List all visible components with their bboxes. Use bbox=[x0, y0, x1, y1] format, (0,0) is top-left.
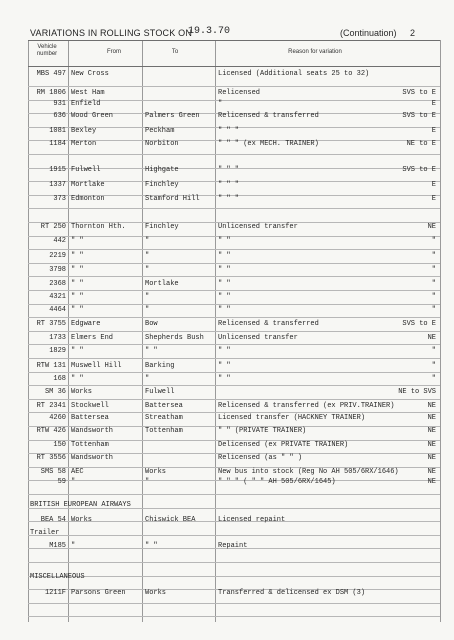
reason-text: Relicensed (as " " ) bbox=[218, 454, 303, 462]
vehicle-number: MBS 497 bbox=[36, 70, 66, 78]
vehicle-number: RT 250 bbox=[40, 223, 66, 231]
row-rule bbox=[28, 249, 440, 250]
to-garage: Tottenham bbox=[145, 427, 183, 435]
from-garage: Parsons Green bbox=[71, 589, 126, 597]
from-garage: Wandsworth bbox=[71, 454, 114, 462]
reason-text: " " " ( " " AH 505/6RX/1645) bbox=[218, 478, 336, 486]
to-garage: " bbox=[145, 478, 150, 486]
destination-code: NE bbox=[427, 427, 436, 435]
column-rule bbox=[440, 40, 441, 622]
destination-code: " bbox=[431, 347, 436, 355]
vehicle-number: 2219 bbox=[49, 252, 66, 260]
from-garage: AEC bbox=[71, 468, 84, 476]
from-garage: Stockwell bbox=[71, 402, 109, 410]
document-title: VARIATIONS IN ROLLING STOCK ON bbox=[30, 28, 193, 38]
reason-text: " " bbox=[218, 375, 231, 383]
reason-text: Licensed repaint bbox=[218, 516, 286, 524]
vehicle-number: 1733 bbox=[49, 334, 66, 342]
reason-text: " " bbox=[218, 280, 231, 288]
to-garage: Mortlake bbox=[145, 280, 179, 288]
to-garage: Streatham bbox=[145, 414, 183, 422]
destination-code: " bbox=[431, 362, 436, 370]
vehicle-number: RTW 131 bbox=[36, 362, 66, 370]
from-garage: Edgware bbox=[71, 320, 101, 328]
from-garage: Wood Green bbox=[71, 112, 114, 120]
to-garage: " " bbox=[145, 347, 158, 355]
destination-code: SVS to E bbox=[402, 166, 436, 174]
row-rule bbox=[28, 562, 440, 563]
to-garage: " " bbox=[145, 542, 158, 550]
from-garage: " " bbox=[71, 306, 84, 314]
column-header-to: To bbox=[171, 49, 179, 55]
destination-code: NE bbox=[427, 334, 436, 342]
to-garage: " bbox=[145, 266, 150, 274]
destination-code: NE bbox=[427, 441, 436, 449]
destination-code: " bbox=[431, 252, 436, 260]
from-garage: " " bbox=[71, 347, 84, 355]
reason-text: " " bbox=[218, 252, 231, 260]
from-garage: Works bbox=[71, 516, 93, 524]
row-rule bbox=[28, 331, 440, 332]
column-header-from: From bbox=[107, 49, 121, 55]
row-rule bbox=[28, 576, 440, 577]
from-garage: Elmers End bbox=[71, 334, 114, 342]
column-header-vehicle: Vehicle number bbox=[36, 44, 58, 57]
reason-text: " " " bbox=[218, 166, 240, 174]
from-garage: Thornton Hth. bbox=[71, 223, 126, 231]
destination-code: NE bbox=[427, 223, 436, 231]
destination-code: " bbox=[431, 375, 436, 383]
vehicle-number: 3798 bbox=[49, 266, 66, 274]
row-rule bbox=[28, 86, 440, 87]
to-garage: Peckham bbox=[145, 127, 175, 135]
reason-text: Transferred & delicensed ex DSM (3) bbox=[218, 589, 366, 597]
document-date: 19.3.70 bbox=[188, 26, 231, 37]
from-garage: " bbox=[71, 542, 76, 550]
row-rule bbox=[28, 208, 440, 209]
from-garage: Works bbox=[71, 388, 93, 396]
vehicle-number: 1211F bbox=[44, 589, 66, 597]
reason-text: " " (PRIVATE TRAINER) bbox=[218, 427, 307, 435]
to-garage: Works bbox=[145, 589, 167, 597]
reason-text: " " bbox=[218, 237, 231, 245]
vehicle-number: RT 3556 bbox=[36, 454, 66, 462]
section-heading: BRITISH EUROPEAN AIRWAYS bbox=[30, 501, 131, 509]
destination-code: NE to SVS bbox=[398, 388, 436, 396]
vehicle-number: RTW 426 bbox=[36, 427, 66, 435]
from-garage: " " bbox=[71, 252, 84, 260]
destination-code: E bbox=[431, 100, 436, 108]
header-rule bbox=[28, 40, 440, 41]
reason-text: Relicensed & transferred bbox=[218, 320, 319, 328]
reason-text: " " bbox=[218, 306, 231, 314]
vehicle-number: RM 1806 bbox=[36, 89, 66, 97]
vehicle-number: 1184 bbox=[49, 140, 66, 148]
vehicle-number: SM 36 bbox=[44, 388, 66, 396]
from-garage: " " bbox=[71, 280, 84, 288]
to-garage: Finchley bbox=[145, 223, 179, 231]
vehicle-number: 373 bbox=[53, 195, 66, 203]
to-garage: Palmers Green bbox=[145, 112, 200, 120]
row-rule bbox=[28, 385, 440, 386]
row-rule bbox=[28, 616, 440, 617]
from-garage: West Ham bbox=[71, 89, 105, 97]
destination-code: " bbox=[431, 306, 436, 314]
reason-text: Relicensed & transferred (ex PRIV.TRAINER) bbox=[218, 402, 395, 410]
destination-code: " bbox=[431, 280, 436, 288]
from-garage: Wandsworth bbox=[71, 427, 114, 435]
destination-code: NE bbox=[427, 454, 436, 462]
to-garage: Barking bbox=[145, 362, 175, 370]
to-garage: Highgate bbox=[145, 166, 179, 174]
vehicle-number: 1829 bbox=[49, 347, 66, 355]
row-rule bbox=[28, 263, 440, 264]
reason-text: Licensed transfer (HACKNEY TRAINER) bbox=[218, 414, 366, 422]
row-rule bbox=[28, 535, 440, 536]
vehicle-number: 442 bbox=[53, 237, 66, 245]
reason-text: " " " bbox=[218, 127, 240, 135]
destination-code: NE bbox=[427, 414, 436, 422]
vehicle-number: 1915 bbox=[49, 166, 66, 174]
reason-text: Unlicensed transfer bbox=[218, 334, 298, 342]
from-garage: Battersea bbox=[71, 414, 109, 422]
reason-text: " " " bbox=[218, 195, 240, 203]
row-rule bbox=[28, 304, 440, 305]
from-garage: Muswell Hill bbox=[71, 362, 122, 370]
section-heading: MISCELLANEOUS bbox=[30, 573, 85, 581]
from-garage: Tottenham bbox=[71, 441, 109, 449]
to-garage: " bbox=[145, 306, 150, 314]
destination-code: E bbox=[431, 127, 436, 135]
reason-text: " " " (ex MECH. TRAINER) bbox=[218, 140, 319, 148]
to-garage: Stamford Hill bbox=[145, 195, 200, 203]
to-garage: Works bbox=[145, 468, 167, 476]
from-garage: " bbox=[71, 478, 76, 486]
to-garage: " bbox=[145, 375, 150, 383]
vehicle-number: BEA 54 bbox=[40, 516, 66, 524]
row-rule bbox=[28, 399, 440, 400]
vehicle-number: SMS 58 bbox=[40, 468, 66, 476]
row-rule bbox=[28, 290, 440, 291]
destination-code: NE bbox=[427, 468, 436, 476]
destination-code: " bbox=[431, 266, 436, 274]
reason-text: " " bbox=[218, 293, 231, 301]
header-rule bbox=[28, 66, 440, 67]
continuation-label: (Continuation) bbox=[340, 28, 397, 38]
row-rule bbox=[28, 494, 440, 495]
reason-text: " " bbox=[218, 362, 231, 370]
vehicle-number: 150 bbox=[53, 441, 66, 449]
from-garage: Mortlake bbox=[71, 181, 105, 189]
destination-code: E bbox=[431, 195, 436, 203]
from-garage: " " bbox=[71, 237, 84, 245]
from-garage: " " bbox=[71, 375, 84, 383]
vehicle-number: RT 2341 bbox=[36, 402, 66, 410]
vehicle-number: 1337 bbox=[49, 181, 66, 189]
to-garage: " bbox=[145, 252, 150, 260]
row-rule bbox=[28, 344, 440, 345]
row-rule bbox=[28, 603, 440, 604]
from-garage: Bexley bbox=[71, 127, 97, 135]
to-garage: Bow bbox=[145, 320, 158, 328]
vehicle-number: RT 3755 bbox=[36, 320, 66, 328]
vehicle-number: 4321 bbox=[49, 293, 66, 301]
vehicle-number: 2368 bbox=[49, 280, 66, 288]
reason-text: Relicensed & transferred bbox=[218, 112, 319, 120]
to-garage: Battersea bbox=[145, 402, 183, 410]
from-garage: Enfield bbox=[71, 100, 101, 108]
to-garage: Fulwell bbox=[145, 388, 175, 396]
vehicle-number: 636 bbox=[53, 112, 66, 120]
from-garage: Edmonton bbox=[71, 195, 105, 203]
reason-text: New bus into stock (Reg No AH 505/6RX/1646) bbox=[218, 468, 399, 476]
reason-text: Repaint bbox=[218, 542, 248, 550]
vehicle-number: 4260 bbox=[49, 414, 66, 422]
destination-code: SVS to E bbox=[402, 112, 436, 120]
destination-code: SVS to E bbox=[402, 320, 436, 328]
row-rule bbox=[28, 358, 440, 359]
from-garage: Fulwell bbox=[71, 166, 101, 174]
vehicle-number: 4464 bbox=[49, 306, 66, 314]
reason-text: " " bbox=[218, 266, 231, 274]
to-garage: Finchley bbox=[145, 181, 179, 189]
reason-text: Licensed (Additional seats 25 to 32) bbox=[218, 70, 370, 78]
reason-text: " bbox=[218, 100, 223, 108]
vehicle-number: 59 bbox=[57, 478, 66, 486]
reason-text: Relicensed bbox=[218, 89, 261, 97]
from-garage: " " bbox=[71, 293, 84, 301]
from-garage: " " bbox=[71, 266, 84, 274]
destination-code: E bbox=[431, 181, 436, 189]
reason-text: " " bbox=[218, 347, 231, 355]
destination-code: SVS to E bbox=[402, 89, 436, 97]
section-heading: Trailer bbox=[30, 529, 60, 537]
row-rule bbox=[28, 372, 440, 373]
from-garage: New Cross bbox=[71, 70, 109, 78]
destination-code: NE bbox=[427, 402, 436, 410]
row-rule bbox=[28, 236, 440, 237]
row-rule bbox=[28, 154, 440, 155]
to-garage: " bbox=[145, 293, 150, 301]
row-rule bbox=[28, 276, 440, 277]
page-number: 2 bbox=[410, 28, 416, 38]
destination-code: NE to E bbox=[406, 140, 436, 148]
vehicle-number: 931 bbox=[53, 100, 66, 108]
reason-text: Delicensed (ex PRIVATE TRAINER) bbox=[218, 441, 349, 449]
to-garage: " bbox=[145, 237, 150, 245]
from-garage: Merton bbox=[71, 140, 97, 148]
reason-text: " " " bbox=[218, 181, 240, 189]
to-garage: Shepherds Bush bbox=[145, 334, 204, 342]
vehicle-number: 168 bbox=[53, 375, 66, 383]
to-garage: Norbiton bbox=[145, 140, 179, 148]
destination-code: NE bbox=[427, 478, 436, 486]
vehicle-number: 1081 bbox=[49, 127, 66, 135]
row-rule bbox=[28, 317, 440, 318]
column-header-reason: Reason for variation bbox=[288, 49, 342, 55]
reason-text: Unlicensed transfer bbox=[218, 223, 298, 231]
destination-code: " bbox=[431, 293, 436, 301]
vehicle-number: M185 bbox=[49, 542, 66, 550]
to-garage: Chiswick BEA bbox=[145, 516, 196, 524]
destination-code: " bbox=[431, 237, 436, 245]
